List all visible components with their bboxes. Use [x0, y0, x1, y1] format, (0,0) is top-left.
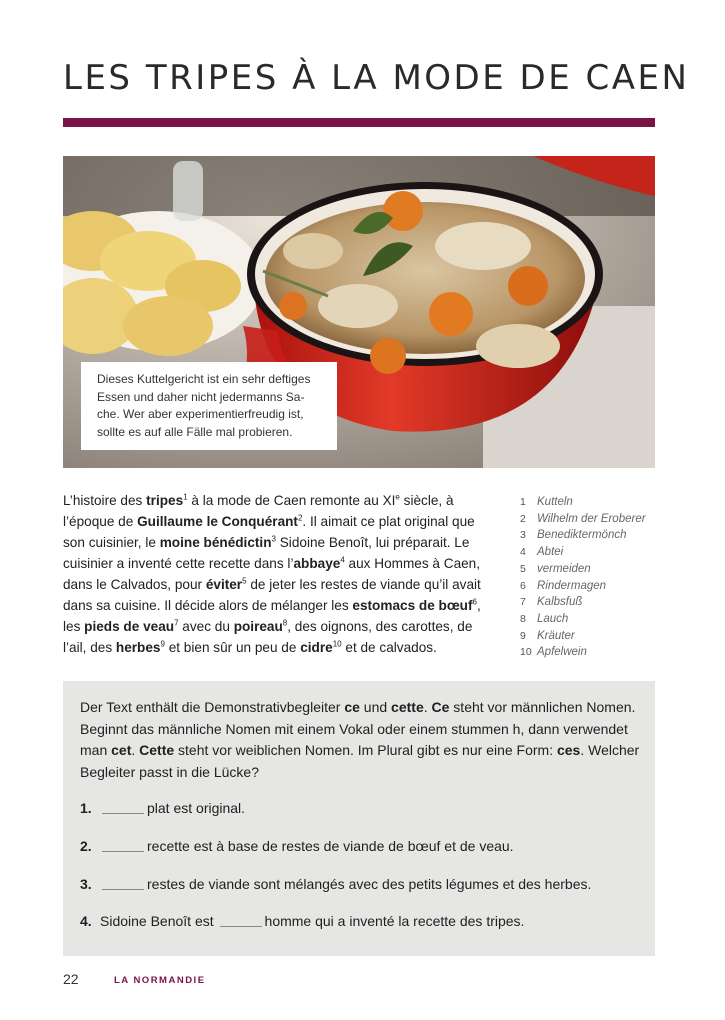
footnote-ref: 9	[160, 639, 165, 649]
superscript: e	[395, 492, 400, 502]
text-segment: Sidoine Benoît, lui préparait. Le cuisinier a inventé cette recette dans l’	[63, 535, 470, 571]
glossary-number: 8	[520, 612, 526, 625]
glossary-term: Rindermagen	[537, 579, 607, 592]
glossary-item	[520, 561, 670, 578]
keyword: poireau	[233, 619, 283, 634]
glossary-number: 2	[520, 512, 526, 525]
keyword: abbaye	[293, 556, 341, 571]
title-rule	[63, 118, 655, 127]
keyword: tripes	[146, 493, 184, 508]
item-number: 2.	[80, 838, 92, 854]
keyword: Guillaume le Conquérant	[137, 514, 298, 529]
text-segment: . Il aimait ce plat original que son cuisinier, le	[63, 514, 475, 550]
glossary-item	[520, 544, 670, 561]
text-segment: siècle, à l’époque de	[63, 493, 454, 529]
glossary-term: Wilhelm der Eroberer	[537, 512, 646, 525]
footnote-ref: 2	[297, 513, 303, 523]
text-segment: steht vor männlichen Nomen. Beginnt das männliche Nomen mit einem Vokal oder einem stummen h, dann verwendet man	[80, 699, 636, 758]
keyword: ces	[556, 742, 581, 758]
glossary-number: 7	[520, 596, 526, 609]
item-text: recette est à base de restes de viande de bœuf et de veau.	[147, 838, 514, 854]
glossary-item	[520, 594, 670, 611]
text-segment: , des oignons, des carottes, de l’ail, des	[63, 619, 473, 655]
glossary-term: Benediktermönch	[537, 529, 627, 542]
page-number: 22	[63, 971, 79, 987]
glossary-number: 9	[520, 629, 526, 642]
keyword: éviter	[205, 577, 243, 592]
keyword: Cette	[139, 742, 175, 758]
text-segment: .	[423, 699, 432, 715]
text-segment: und	[359, 699, 392, 715]
item-text: restes de viande sont mélangés avec des petits légumes et des herbes.	[147, 876, 592, 892]
glossary-term: Kalbsfuß	[537, 596, 583, 609]
exercise-item	[80, 800, 245, 816]
keyword: ce	[344, 699, 360, 715]
text-segment: .	[131, 742, 140, 758]
glossary-term: Apfelwein	[537, 646, 587, 659]
footnote-ref: 4	[340, 555, 345, 565]
glossary	[520, 494, 670, 661]
text-segment: de jeter les restes de viande qu’il avait dans sa cuisine. Il décide alors de mélanger les	[63, 577, 481, 613]
keyword: cette	[391, 699, 424, 715]
glossary-item	[520, 644, 670, 661]
item-text: homme qui a inventé la recette des tripes.	[264, 913, 525, 929]
text-segment: steht vor weiblichen Nomen. Im Plural gibt es nur eine Form:	[174, 742, 557, 758]
keyword: estomacs de bœuf	[352, 598, 473, 613]
footnote-ref: 10	[332, 639, 342, 649]
keyword: moine bénédictin	[159, 535, 272, 550]
glossary-term: Kutteln	[537, 496, 573, 508]
glossary-number: 5	[520, 562, 526, 575]
glossary-term: vermeiden	[537, 562, 591, 575]
exercise-box	[63, 681, 655, 956]
text-segment: avec du	[178, 619, 234, 634]
exercise-item	[80, 838, 514, 854]
glossary-number: 4	[520, 546, 526, 559]
item-number: 1.	[80, 800, 92, 816]
glossary-term: Abtei	[537, 546, 564, 559]
dish-photo	[63, 156, 655, 468]
photo-caption: Dieses Kuttelgericht ist ein sehr deftiges Essen und daher nicht jedermanns Sa-che. Wer aber experimentierfreudig ist, sollte es auf alle Fälle mal probieren.	[81, 362, 337, 450]
glossary-number: 1	[520, 496, 526, 508]
keyword: pieds de veau	[84, 619, 175, 634]
text-segment: Der Text enthält die Demonstrativbegleiter	[80, 699, 345, 715]
glossary-number: 6	[520, 579, 526, 592]
answer-blank[interactable]	[220, 926, 262, 927]
glossary-item	[520, 511, 670, 528]
footnote-ref: 7	[174, 618, 179, 628]
item-number: 3.	[80, 876, 92, 892]
text-segment: aux Hommes à Caen, dans le Calvados, pour	[63, 556, 481, 592]
glossary-item	[520, 578, 670, 595]
exercise-item	[80, 913, 524, 929]
main-text	[63, 490, 493, 658]
answer-blank[interactable]	[102, 889, 144, 890]
text-segment: L’histoire des	[63, 493, 147, 508]
text-segment: , les	[63, 598, 481, 634]
answer-blank[interactable]	[102, 851, 144, 852]
item-text: plat est original.	[147, 800, 246, 816]
text-segment: . Welcher Begleiter passt in die Lücke?	[80, 742, 640, 780]
answer-blank[interactable]	[102, 813, 144, 814]
text-segment: et bien sûr un peu de	[164, 640, 301, 655]
item-prefix: Sidoine Benoît est	[100, 913, 218, 929]
section-title: LA NORMANDIE	[114, 975, 206, 986]
glossary-item	[520, 494, 670, 511]
keyword: cet	[111, 742, 132, 758]
exercise-instructions	[80, 697, 640, 783]
footnote-ref: 8	[282, 618, 288, 628]
footnote-ref: 5	[242, 576, 247, 586]
glossary-term: Lauch	[537, 612, 569, 625]
glossary-item	[520, 628, 670, 645]
glossary-item	[520, 611, 670, 628]
text-segment: à la mode de Caen remonte au XI	[187, 493, 396, 508]
keyword: herbes	[115, 640, 161, 655]
footnote-ref: 6	[472, 597, 477, 607]
glossary-number: 10	[520, 646, 532, 659]
item-number: 4.	[80, 913, 92, 929]
text-segment: et de calvados.	[341, 640, 437, 655]
page-title: LES TRIPES À LA MODE DE CAEN	[63, 58, 690, 98]
footnote-ref: 1	[183, 492, 188, 502]
keyword: Ce	[431, 699, 450, 715]
glossary-term: Kräuter	[537, 629, 575, 642]
glossary-item	[520, 527, 670, 544]
footnote-ref: 3	[271, 534, 276, 544]
glossary-number: 3	[520, 529, 526, 542]
keyword: cidre	[300, 640, 333, 655]
exercise-item	[80, 876, 591, 892]
